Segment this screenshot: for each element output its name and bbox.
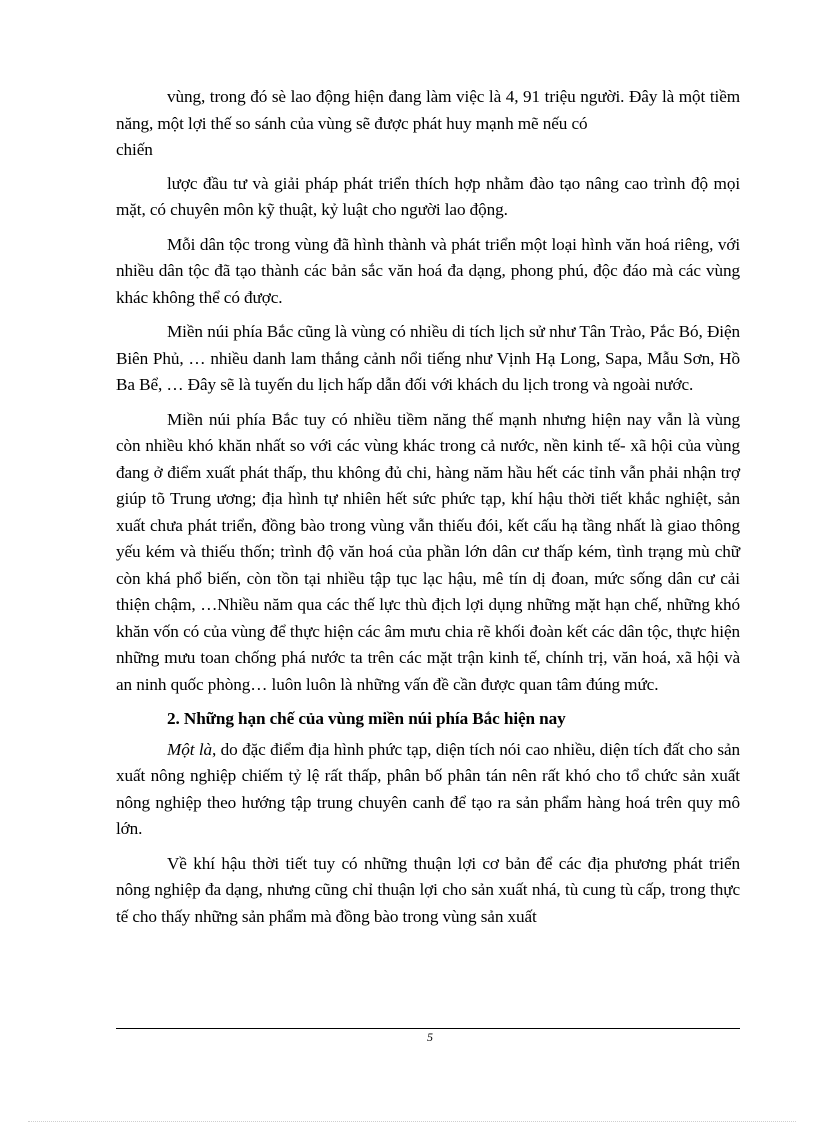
paragraph-2: lược đầu tư và giải pháp phát triển thích hợp nhằm đào tạo nâng cao trình độ mọi mặt, có chuyên môn kỹ thuật, kỷ luật cho người lao động.: [116, 173, 740, 219]
footer-rule: [116, 1028, 740, 1029]
paragraph-7: Về khí hậu thời tiết tuy có những thuận lợi cơ bản để các địa phương phát triển nông nghiệp đa dạng, nhưng cũng chỉ thuận lợi cho sản xuất nhá, tù cung tù cấp, trong thực tế cho thấy những sản phẩm mà đồng bào trong vùng sản xuất: [116, 853, 740, 926]
paragraph-5: Miền núi phía Bắc tuy có nhiều tiềm năng thế mạnh nhưng hiện nay vẫn là vùng còn nhiều khó khăn nhất so với các vùng khác trong cả nước, nền kinh tế- xã hội của vùng đang ở điểm xuất phát thấp, thu không đủ chi, hàng năm hầu hết các tỉnh vẫn phải nhận trợ giúp tõ Trung ương; địa hình tự nhiên hết sức phức tạp, khí hậu thời tiết khắc nghiệt, sản xuất chưa phát triển, đồng bào trong vùng vẫn thiếu đói, kết cấu hạ tầng nhất là giao thông yếu kém và thiếu thốn; trình độ văn hoá của phần lớn dân cư thấp kém, tình trạng mù chữ còn khá phổ biến, còn tồn tại nhiều tập tục lạc hậu, mê tín dị đoan, mức sống dân cư cải thiện chậm, …Nhiều năm qua các thế lực thù địch lợi dụng những mặt hạn chế, những khó khăn vốn có của vùng để thực hiện các âm mưu chia rẽ khối đoàn kết các dân tộc, thực hiện những mưu toan chống phá nước ta trên các mặt trận kinh tế, chính trị, văn hoá, xã hội và an ninh quốc phòng… luôn luôn là những vấn đề cần được quan tâm đúng mức.: [116, 409, 740, 694]
page-number: 5: [427, 1030, 433, 1044]
paragraph-6-lead: Một là: [167, 739, 213, 759]
paragraph-1-continuation: chiến: [116, 140, 153, 159]
paragraph-3: Mỗi dân tộc trong vùng đã hình thành và phát triển một loại hình văn hoá riêng, với nhiều dân tộc đã tạo thành các bản sắc văn hoá đa dạng, phong phú, độc đáo mà các vùng khác không thể có được.: [116, 234, 740, 307]
document-body: [116, 84, 740, 930]
paragraph-4: Miền núi phía Bắc cũng là vùng có nhiều di tích lịch sử như Tân Trào, Pắc Bó, Điện Biên Phủ, … nhiều danh lam thắng cảnh nổi tiếng như Vịnh Hạ Long, Sapa, Mẫu Sơn, Hồ Ba Bể, … Đây sẽ là tuyến du lịch hấp dẫn đối với khách du lịch trong và ngoài nước.: [116, 322, 740, 394]
paragraph-6: [116, 737, 740, 843]
paragraph-6-text: , do đặc điểm địa hình phức tạp, diện tích nói cao nhiều, diện tích đất cho sản xuất nông nghiệp chiếm tỷ lệ rất thấp, phân bố phân tán nên rất khó cho tổ chức sản xuất nông nghiệp theo hướng tập trung chuyên canh để tạo ra sản phẩm hàng hoá trên quy mô lớn.: [116, 739, 740, 838]
paragraph-1: vùng, trong đó sè lao động hiện đang làm việc là 4, 91 triệu người. Đây là một tiềm năng, một lợi thế so sánh của vùng sẽ được phát huy mạnh mẽ nếu có: [116, 87, 740, 133]
section-heading: 2. Những hạn chế của vùng miền núi phía Bắc hiện nay: [167, 709, 566, 728]
page-edge-divider: [28, 1121, 796, 1122]
